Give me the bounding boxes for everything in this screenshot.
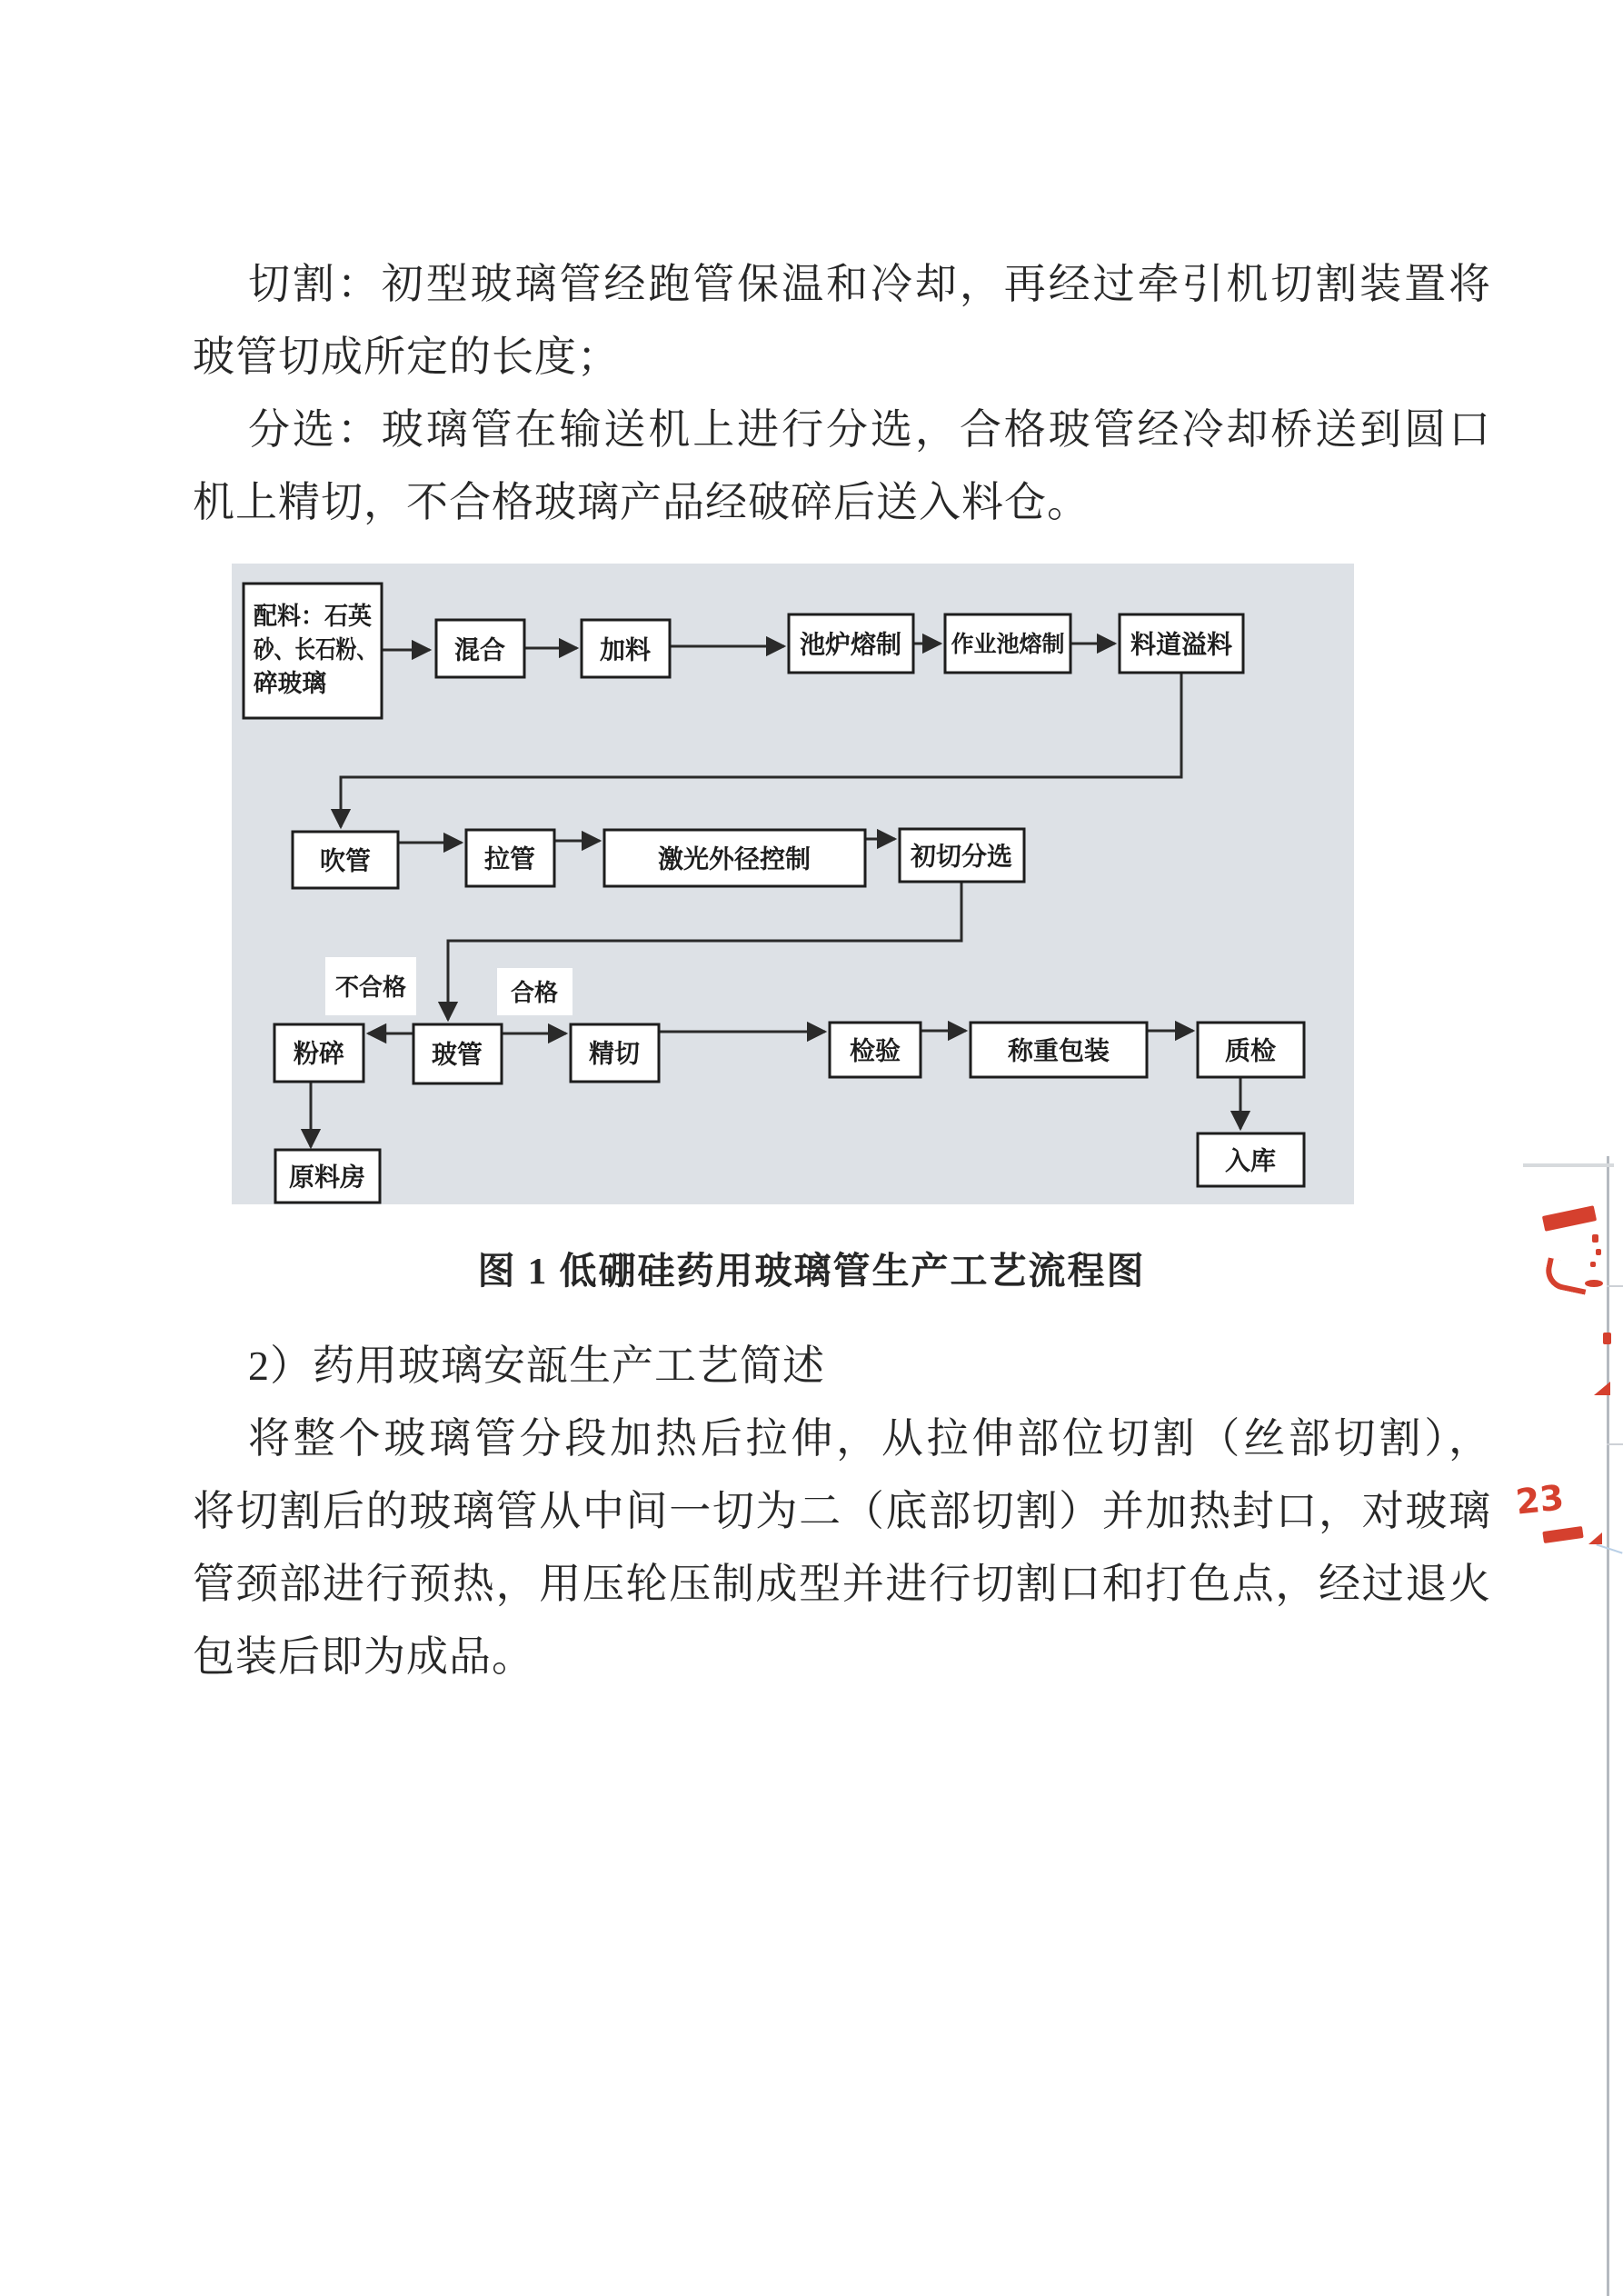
label-qualified: [497, 968, 573, 1015]
svg-text:原料房: 原料房: [288, 1163, 366, 1192]
scan-edge-line: [1607, 1156, 1609, 2296]
svg-text:入库: 入库: [1224, 1146, 1277, 1175]
node-warehousing: [1198, 1133, 1304, 1186]
process-flowchart: [232, 564, 1354, 1204]
svg-text:激光外径控制: 激光外径控制: [657, 844, 812, 873]
node-feeding: [582, 620, 670, 677]
node-initial-cut-sorting: [900, 829, 1024, 882]
red-annotation-mark: [1542, 1526, 1583, 1543]
scan-edge-tick: [1607, 1443, 1623, 1445]
red-annotation-mark: [1590, 1262, 1596, 1267]
red-margin-note: 23: [1513, 1477, 1567, 1522]
svg-text:称重包装: 称重包装: [1007, 1036, 1110, 1065]
svg-text:碎玻璃: 碎玻璃: [254, 670, 327, 697]
red-annotation-mark: [1585, 1280, 1603, 1287]
scan-edge-tick: [1596, 1543, 1622, 1553]
para-cutting-line-2: 玻管切成所定的长度；: [193, 334, 620, 380]
node-inspection: [830, 1023, 921, 1077]
svg-text:质检: 质检: [1224, 1036, 1277, 1065]
figure-caption: 图 1 低硼硅药用玻璃管生产工艺流程图: [477, 1250, 1146, 1292]
red-annotation-triangle: [1588, 1532, 1602, 1544]
section-ampoule-heading: 2）药用玻璃安瓿生产工艺简述: [248, 1343, 825, 1389]
section-ampoule-line-4: 包装后即为成品。: [193, 1633, 534, 1680]
label-unqualified: [325, 957, 416, 1015]
node-crushing: [274, 1024, 363, 1082]
svg-text:精切: 精切: [588, 1039, 641, 1068]
red-annotation-mark: [1603, 1333, 1611, 1344]
svg-text:混合: 混合: [453, 635, 506, 664]
section-ampoule-line-3: 管颈部进行预热，用压轮压制成型并进行切割口和打色点，经过退火: [193, 1561, 1490, 1607]
red-annotation-mark: [1542, 1205, 1597, 1232]
svg-text:粉碎: 粉碎: [293, 1039, 345, 1068]
svg-text:合格: 合格: [510, 979, 559, 1006]
node-glass-tube: [413, 1024, 502, 1083]
node-working-pool-melting: [945, 614, 1070, 673]
svg-text:池炉熔制: 池炉熔制: [799, 630, 902, 659]
svg-text:不合格: 不合格: [334, 973, 407, 1001]
node-blow-tube: [293, 832, 398, 888]
para-cutting-line-1: 切割：初型玻璃管经跑管保温和冷却，再经过牵引机切割装置将: [248, 261, 1490, 307]
red-annotation-mark: [1596, 1249, 1601, 1255]
svg-text:初切分选: 初切分选: [910, 842, 1013, 871]
section-ampoule-line-1: 将整个玻璃管分段加热后拉伸，从拉伸部位切割（丝部切割），: [248, 1415, 1490, 1462]
svg-text:作业池熔制: 作业池熔制: [951, 632, 1065, 657]
svg-text:配料：石英: 配料：石英: [254, 603, 372, 630]
node-laser-od-control: [604, 830, 865, 886]
svg-text:料道溢料: 料道溢料: [1130, 630, 1233, 659]
svg-text:吹管: 吹管: [319, 846, 372, 875]
node-draw-tube: [466, 830, 554, 886]
scan-edge-tick: [1523, 1163, 1614, 1167]
red-annotation-triangle: [1594, 1382, 1610, 1395]
svg-text:玻管: 玻管: [431, 1040, 483, 1069]
scan-edge-tick: [1607, 1285, 1623, 1287]
node-precision-cut: [571, 1024, 659, 1082]
section-ampoule-line-2: 将切割后的玻璃管从中间一切为二（底部切割）并加热封口，对玻璃: [193, 1488, 1490, 1534]
node-quality-check: [1198, 1023, 1304, 1077]
node-weighing-packing: [971, 1023, 1147, 1077]
node-batching: [244, 584, 382, 718]
node-channel-overflow: [1120, 614, 1243, 673]
node-furnace-melting: [789, 614, 913, 673]
red-annotation-mark: [1592, 1234, 1598, 1243]
para-cutting-line-3: 分选：玻璃管在输送机上进行分选，合格玻管经冷却桥送到圆口: [248, 406, 1490, 453]
node-raw-material-room: [275, 1150, 380, 1203]
svg-text:砂、长石粉、: 砂、长石粉、: [254, 636, 377, 664]
para-cutting-line-4: 机上精切，不合格玻璃产品经破碎后送入料仓。: [193, 479, 1090, 525]
svg-text:拉管: 拉管: [483, 844, 536, 873]
svg-text:检验: 检验: [849, 1036, 901, 1065]
node-mixing: [436, 620, 524, 677]
svg-text:加料: 加料: [599, 635, 652, 664]
